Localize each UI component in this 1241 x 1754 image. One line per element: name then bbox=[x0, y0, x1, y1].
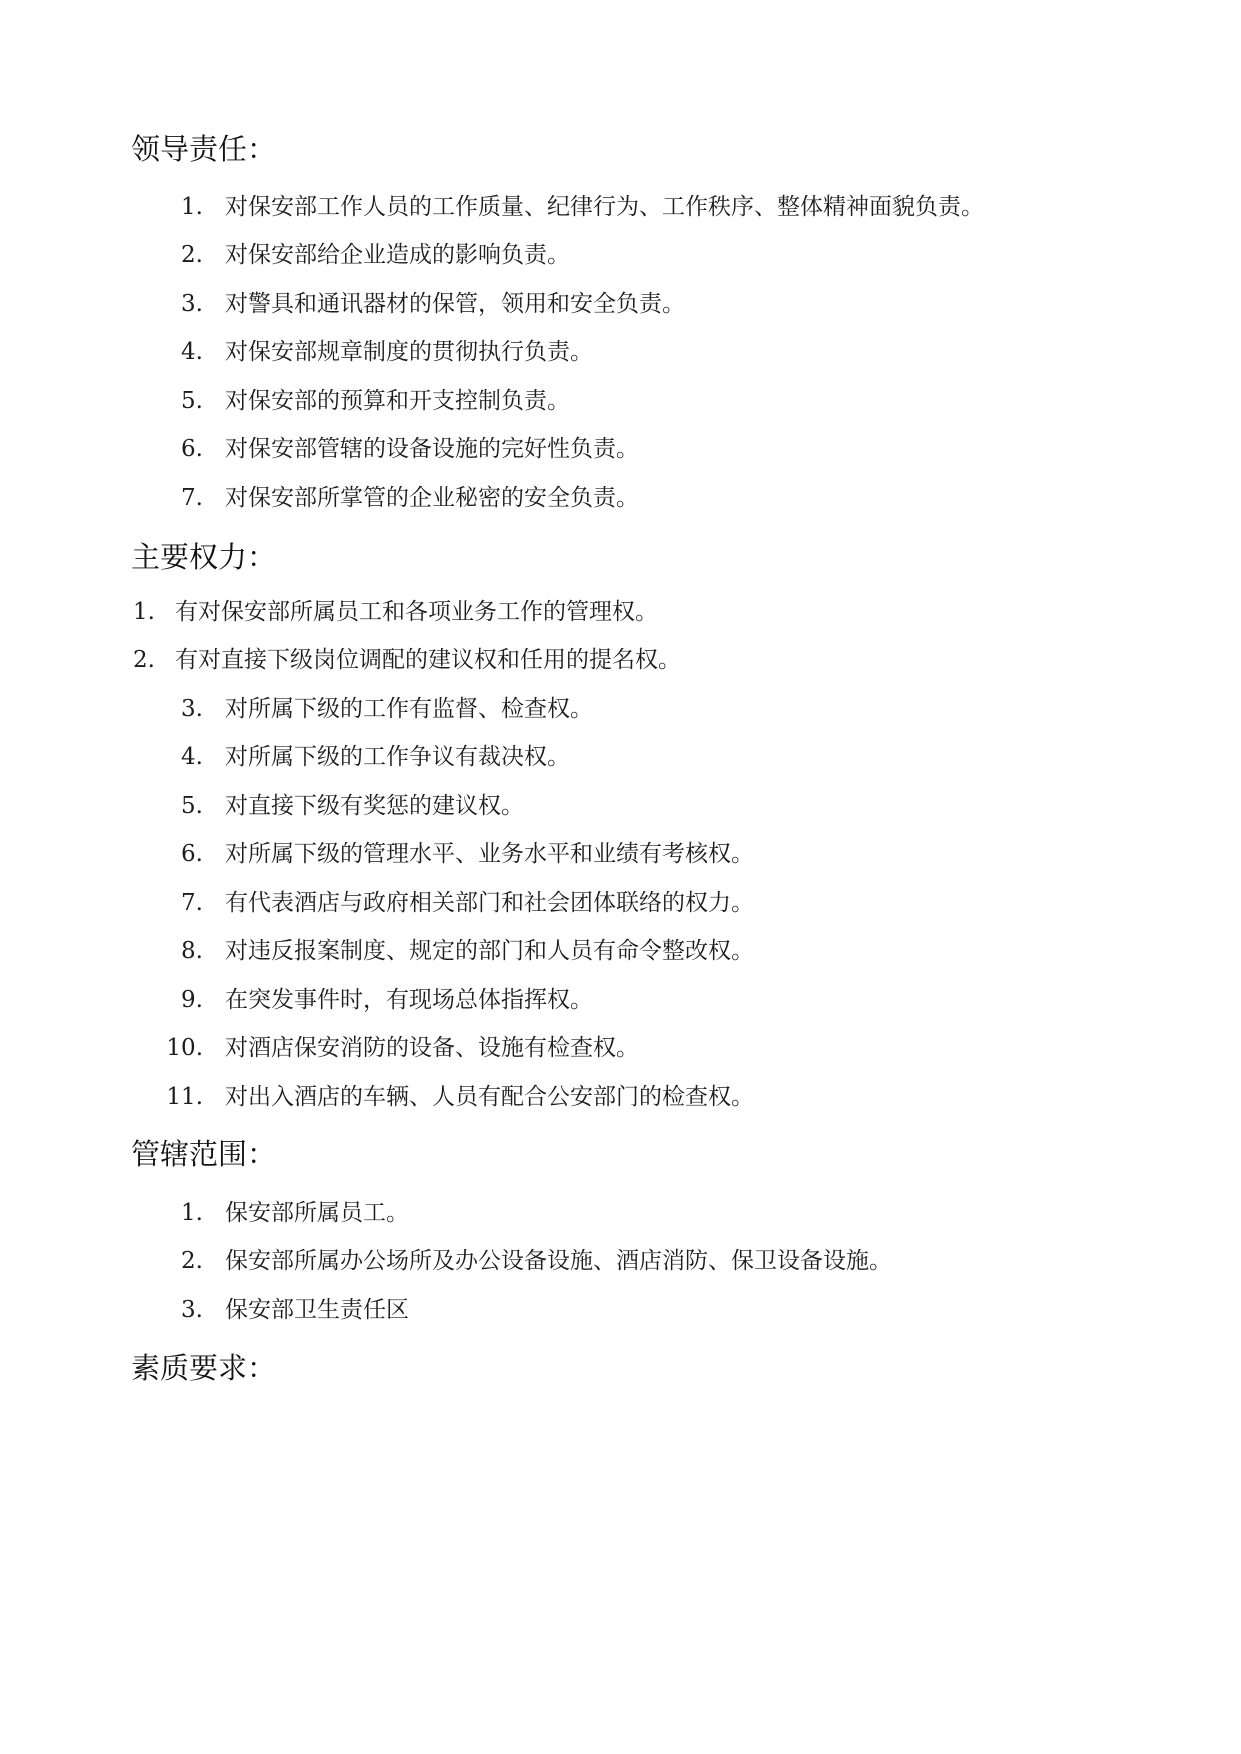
list-item bbox=[131, 694, 593, 724]
list-text: 对保安部的预算和开支控制负责。 bbox=[225, 388, 570, 414]
list-text: 对出入酒店的车辆、人员有配合公安部门的检查权。 bbox=[225, 1084, 754, 1110]
list-item bbox=[131, 483, 639, 513]
list-item bbox=[131, 289, 685, 319]
section-heading-leadership: 领导责任： bbox=[131, 132, 277, 166]
list-text: 有对保安部所属员工和各项业务工作的管理权。 bbox=[175, 599, 658, 625]
list-text: 对保安部所掌管的企业秘密的安全负责。 bbox=[225, 485, 639, 511]
list-number: 9. bbox=[181, 987, 203, 1013]
list-item bbox=[131, 742, 570, 772]
list-number: 10. bbox=[166, 1035, 203, 1061]
list-item bbox=[131, 337, 593, 367]
list-number: 3. bbox=[181, 291, 203, 317]
list-item bbox=[131, 434, 639, 464]
list-item bbox=[131, 240, 570, 270]
list-number: 7. bbox=[181, 485, 203, 511]
list-text: 有对直接下级岗位调配的建议权和任用的提名权。 bbox=[175, 647, 681, 673]
list-text: 保安部所属员工。 bbox=[225, 1200, 409, 1226]
list-item bbox=[131, 936, 754, 966]
list-number: 2. bbox=[181, 1248, 203, 1274]
list-text: 保安部卫生责任区 bbox=[225, 1297, 409, 1323]
list-text: 对保安部工作人员的工作质量、纪律行为、工作秩序、整体精神面貌负责。 bbox=[225, 194, 984, 220]
list-text: 对所属下级的管理水平、业务水平和业绩有考核权。 bbox=[225, 841, 754, 867]
list-item bbox=[131, 645, 681, 675]
list-number: 1. bbox=[133, 599, 155, 625]
list-number: 8. bbox=[181, 938, 203, 964]
section-heading-scope: 管辖范围： bbox=[131, 1137, 277, 1171]
list-text: 对所属下级的工作有监督、检查权。 bbox=[225, 696, 593, 722]
list-item bbox=[131, 1246, 892, 1276]
list-item bbox=[131, 1295, 409, 1325]
list-item bbox=[131, 386, 570, 416]
list-item bbox=[131, 791, 524, 821]
list-number: 5. bbox=[181, 793, 203, 819]
list-text: 有代表酒店与政府相关部门和社会团体联络的权力。 bbox=[225, 890, 754, 916]
list-number: 5. bbox=[181, 388, 203, 414]
list-text: 保安部所属办公场所及办公设备设施、酒店消防、保卫设备设施。 bbox=[225, 1248, 892, 1274]
list-text: 对保安部给企业造成的影响负责。 bbox=[225, 242, 570, 268]
list-item bbox=[131, 597, 658, 627]
section-heading-quality: 素质要求： bbox=[131, 1351, 277, 1385]
list-item bbox=[131, 888, 754, 918]
list-number: 2. bbox=[133, 647, 155, 673]
list-number: 1. bbox=[181, 1200, 203, 1226]
list-number: 2. bbox=[181, 242, 203, 268]
section-heading-powers: 主要权力： bbox=[131, 540, 277, 574]
list-text: 对违反报案制度、规定的部门和人员有命令整改权。 bbox=[225, 938, 754, 964]
list-item bbox=[131, 839, 754, 869]
list-text: 对保安部管辖的设备设施的完好性负责。 bbox=[225, 436, 639, 462]
list-text: 对酒店保安消防的设备、设施有检查权。 bbox=[225, 1035, 639, 1061]
list-item bbox=[131, 1198, 409, 1228]
list-number: 6. bbox=[181, 841, 203, 867]
list-number: 7. bbox=[181, 890, 203, 916]
list-text: 对所属下级的工作争议有裁决权。 bbox=[225, 744, 570, 770]
list-number: 1. bbox=[181, 194, 203, 220]
list-item bbox=[131, 985, 593, 1015]
list-text: 在突发事件时，有现场总体指挥权。 bbox=[225, 987, 593, 1013]
list-item bbox=[131, 1033, 639, 1063]
list-text: 对保安部规章制度的贯彻执行负责。 bbox=[225, 339, 593, 365]
list-number: 3. bbox=[181, 1297, 203, 1323]
list-item bbox=[131, 192, 984, 222]
list-text: 对警具和通讯器材的保管，领用和安全负责。 bbox=[225, 291, 685, 317]
list-text: 对直接下级有奖惩的建议权。 bbox=[225, 793, 524, 819]
list-item bbox=[131, 1082, 754, 1112]
list-number: 6. bbox=[181, 436, 203, 462]
list-number: 4. bbox=[181, 339, 203, 365]
list-number: 4. bbox=[181, 744, 203, 770]
list-number: 3. bbox=[181, 696, 203, 722]
list-number: 11. bbox=[166, 1084, 203, 1110]
